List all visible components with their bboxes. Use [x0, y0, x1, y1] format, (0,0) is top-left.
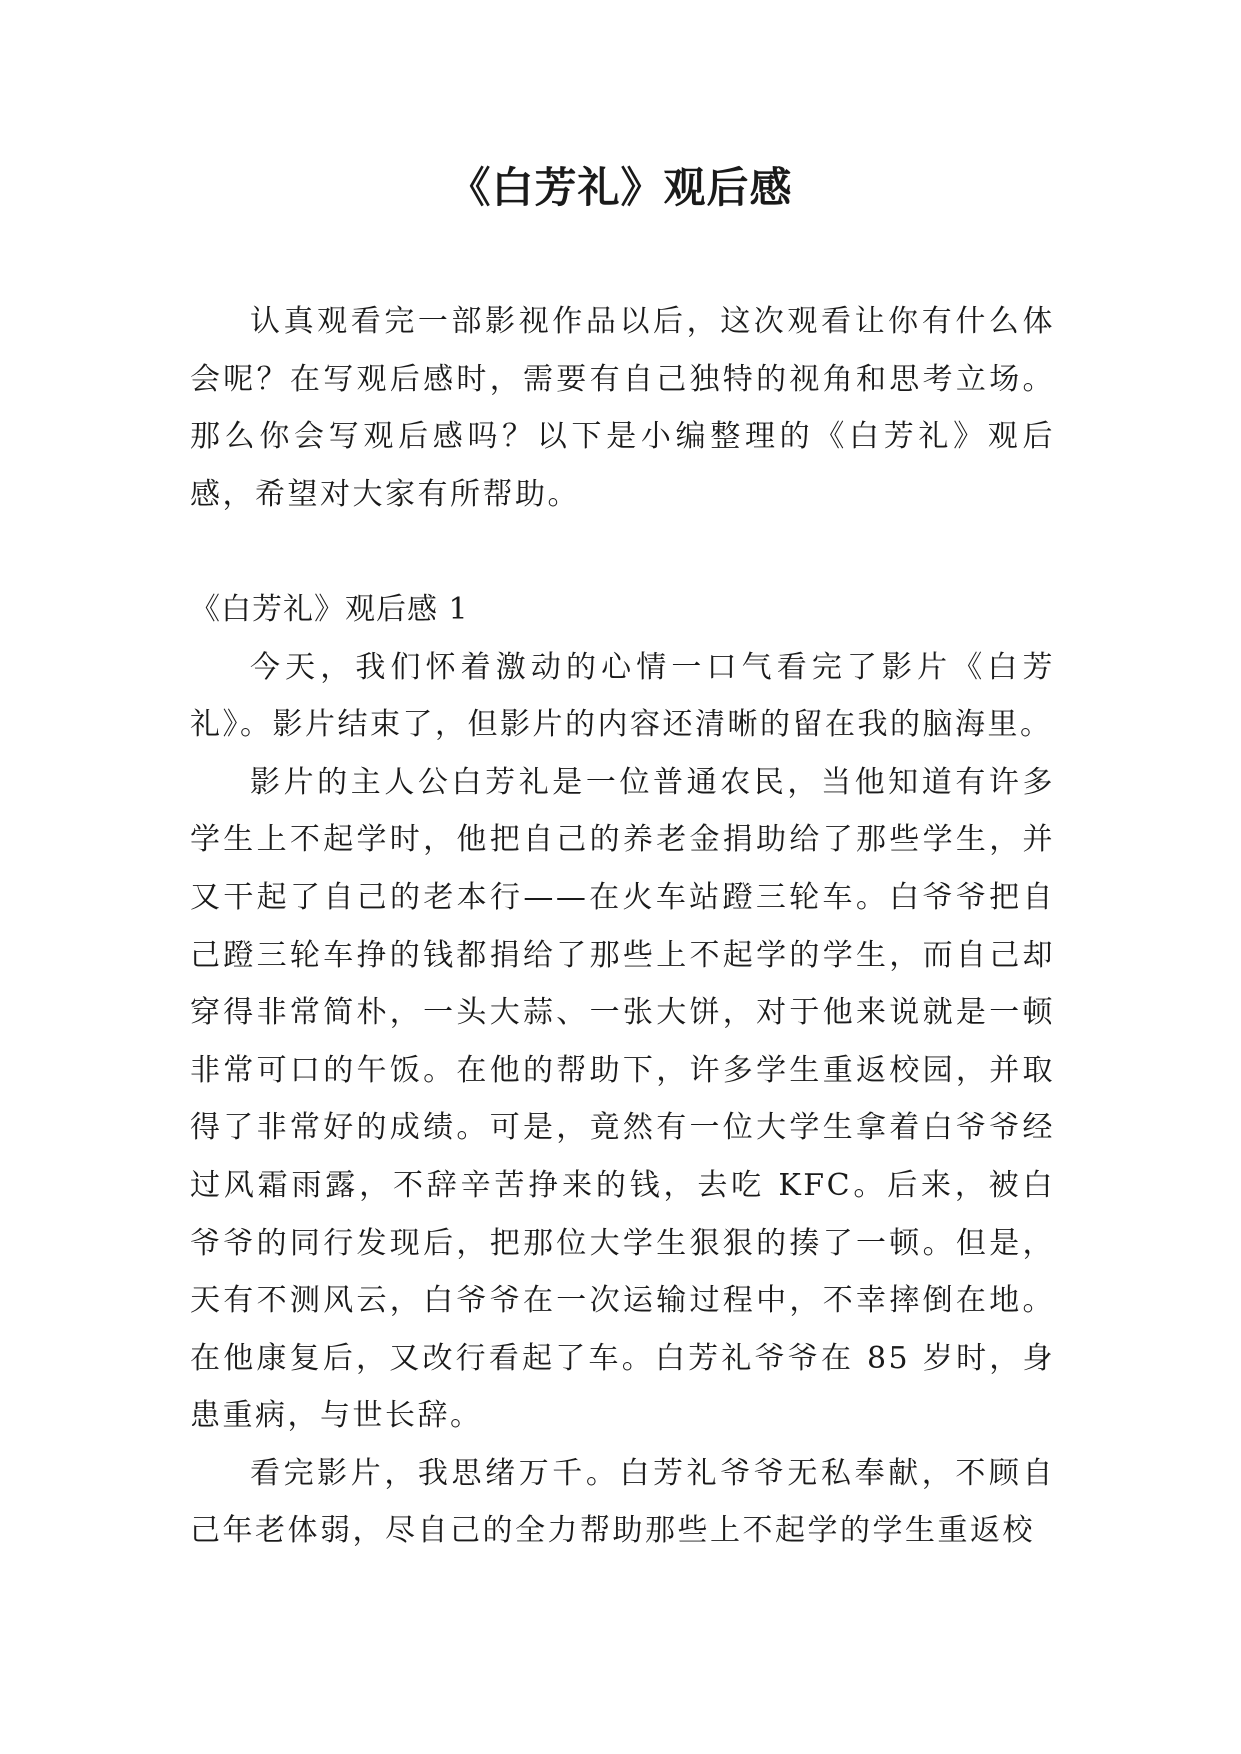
- section-heading: 《白芳礼》观后感 1: [190, 591, 469, 627]
- body-paragraph: 影片的主人公白芳礼是一位普通农民，当他知道有许多学生上不起学时，他把自己的养老金捐助给了那些学生，并又干起了自己的老本行——在火车站蹬三轮车。白爷爷把自己蹬三轮车挣的钱都捐给了那些上不起学的学生，而自己却穿得非常简朴，一头大蒜、一张大饼，对于他来说就是一顿非常可口的午饭。在他的帮助下，许多学生重返校园，并取得了非常好的成绩。可是，竟然有一位大学生拿着白爷爷经过风霜雨露，不辞辛苦挣来的钱，去吃 KFC。后来，被白爷爷的同行发现后，把那位大学生狠狠的揍了一顿。但是，天有不测风云，白爷爷在一次运输过程中，不幸摔倒在地。在他康复后，又改行看起了车。白芳礼爷爷在 85 岁时，身患重病，与世长辞。: [190, 764, 1055, 1434]
- document-title: 《白芳礼》观后感: [448, 163, 793, 212]
- document-body: [190, 293, 1055, 1560]
- paragraph-spacer: [190, 523, 1055, 581]
- intro-paragraph: 认真观看完一部影视作品以后，这次观看让你有什么体会呢？在写观后感时，需要有自己独特的视角和思考立场。那么你会写观后感吗？以下是小编整理的《白芳礼》观后感，希望对大家有所帮助。: [190, 304, 1055, 512]
- body-paragraph: 今天，我们怀着激动的心情一口气看完了影片《白芳礼》。影片结束了，但影片的内容还清晰的留在我的脑海里。: [190, 649, 1055, 743]
- body-paragraph: 看完影片，我思绪万千。白芳礼爷爷无私奉献，不顾自己年老体弱，尽自己的全力帮助那些上不起学的学生重返校: [190, 1455, 1055, 1549]
